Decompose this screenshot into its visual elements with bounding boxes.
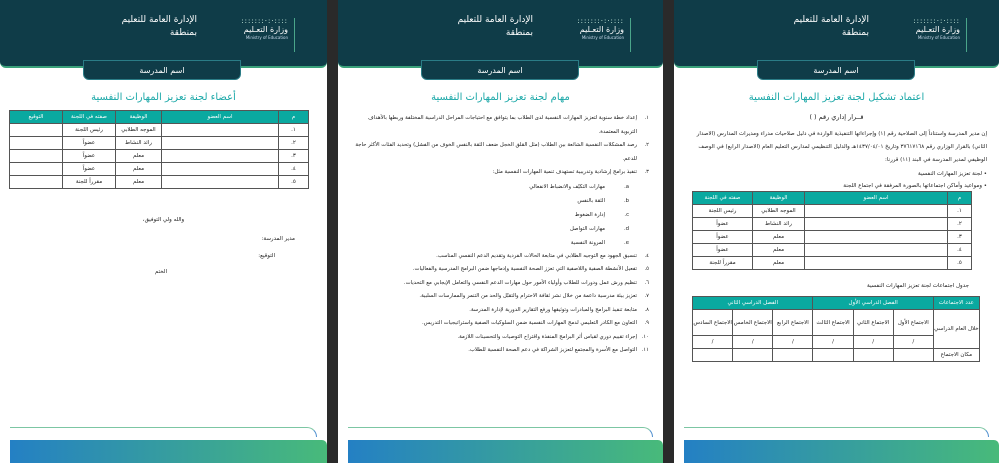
- page-title: أعضاء لجنة تعزيز المهارات النفسية: [91, 92, 236, 103]
- org-line1: الإدارة العامة للتعليم: [793, 15, 869, 25]
- table-cell: [162, 124, 279, 137]
- meeting-header: الاجتماع الثالث: [813, 310, 853, 336]
- task-number: ٧.: [644, 293, 649, 299]
- meeting-date-field: /: [813, 336, 853, 349]
- task-item: [352, 344, 649, 358]
- logo-text-en: Ministry of Education: [245, 35, 288, 40]
- task-text: تفعيل الأنشطة الصفية واللاصفية التي تعزز الصحة النفسية وإدماجها ضمن البرامج المدرسية والفعاليات.: [412, 266, 637, 272]
- bullet-text: لجنة تعزيز المهارات النفسية: [918, 171, 982, 177]
- table-cell: [805, 218, 948, 231]
- meeting-header: الاجتماع الأول: [893, 310, 933, 336]
- table-cell: الموجه الطلابي: [116, 124, 162, 137]
- page-committee-approval: [674, 0, 999, 463]
- table-cell: رائد النشاط: [753, 218, 805, 231]
- principal-label: مدير المدرسة:: [261, 236, 295, 242]
- task-item: [352, 250, 649, 264]
- column-header: اسم العضو: [162, 111, 279, 124]
- meeting-header: الاجتماع الخامس: [733, 310, 773, 336]
- column-header: الوظيفة: [116, 111, 162, 124]
- org-line2: بمنطقة: [505, 28, 533, 38]
- meeting-place-field: [733, 349, 773, 362]
- subitem-text: المرونة النفسية: [570, 239, 605, 246]
- table-cell: ٤.: [948, 244, 972, 257]
- signature-field: [10, 150, 63, 163]
- column-header: الوظيفة: [753, 192, 805, 205]
- table-cell: عضواً: [693, 231, 753, 244]
- org-line2: بمنطقة: [841, 28, 869, 38]
- table-cell: معلم: [116, 163, 162, 176]
- subitem-letter: e.: [624, 239, 629, 246]
- table-cell: مقرراً للجنة: [693, 257, 753, 270]
- column-header: م: [279, 111, 309, 124]
- footer-line: [10, 427, 317, 437]
- table-row: [10, 124, 309, 137]
- task-text: إعداد خطة سنوية لتعزيز المهارات النفسية لدى الطلاب بما يتوافق مع احتياجات المراحل الدراسية المختلفة وربطها بالأهداف التربوية المعتمدة.: [368, 115, 637, 135]
- signature-label: التوقيع:: [258, 253, 275, 259]
- org-title: [122, 14, 197, 40]
- page-header: [0, 0, 327, 68]
- bullet-text: ومواعيد وأماكن اجتماعاتها بالصورة المرفقة في اجتماع اللجنة: [843, 183, 982, 189]
- table-cell: عضواً: [63, 137, 116, 150]
- school-name-tab: اسم المدرسة: [83, 60, 241, 80]
- task-item: [352, 139, 649, 166]
- ministry-logo: :::::::·:·:::: وزارة التعـليم Ministry of Education: [887, 18, 967, 52]
- task-text: إجراء تقييم دوري لقياس أثر البرامج المنفذة واقتراح التوصيات والتحسينات اللازمة.: [457, 333, 637, 340]
- logo-text: وزارة التعـليم: [579, 25, 624, 34]
- page-header: [338, 0, 663, 68]
- logo-text-en: Ministry of Education: [581, 35, 624, 40]
- table-cell: معلم: [116, 150, 162, 163]
- task-number: ١١.: [641, 347, 649, 353]
- table-cell: مقرراً للجنة: [63, 176, 116, 189]
- subitem-text: إدارة الضغوط: [574, 211, 605, 218]
- footer-bar: [348, 440, 663, 463]
- table-cell: الموجه الطلابي: [753, 205, 805, 218]
- meeting-place-field: [693, 349, 733, 362]
- task-text: رصد المشكلات النفسية الشائعة بين الطلاب (مثل القلق الخجل ضعف الثقة بالنفس الخوف من الفشل) وتحديد الفئات الأكثر حاجة للدعم.: [355, 142, 637, 162]
- meeting-place-field: [813, 349, 853, 362]
- meeting-place-field: [773, 349, 813, 362]
- table-cell: [805, 205, 948, 218]
- column-header: صفته في اللجنة: [693, 192, 753, 205]
- school-name-tab: اسم المدرسة: [757, 60, 915, 80]
- table-cell: عضواً: [63, 150, 116, 163]
- meeting-header: الاجتماع الرابع: [773, 310, 813, 336]
- table-cell: ١.: [948, 205, 972, 218]
- subitem-letter: b.: [623, 197, 629, 204]
- tasks-list: [352, 112, 649, 358]
- subitem: [352, 236, 629, 250]
- place-label: مكان الاجتماع: [933, 349, 979, 362]
- column-header: التوقيع: [10, 111, 63, 124]
- bullet-item: • لجنة تعزيز المهارات النفسية: [918, 171, 987, 177]
- signature-field: [10, 124, 63, 137]
- org-title: [794, 14, 869, 40]
- org-line1: الإدارة العامة للتعليم: [121, 15, 197, 25]
- page-title: اعتماد تشكيل لجنة تعزيز المهارات النفسية: [748, 92, 925, 103]
- page-committee-tasks: [338, 0, 663, 463]
- table-cell: ٥.: [948, 257, 972, 270]
- page-title: مهام لجنة تعزيز المهارات النفسية: [431, 92, 570, 103]
- task-text: التعاون مع الكادر التعليمي لدمج المهارات النفسية ضمن السلوكيات الصفية واستراتيجيات التدريس.: [422, 320, 637, 326]
- table-cell: [805, 231, 948, 244]
- table-cell: ٣.: [948, 231, 972, 244]
- task-number: ٩.: [644, 320, 649, 326]
- table-cell: ٤.: [279, 163, 309, 176]
- footer-line: [684, 427, 989, 437]
- task-number: ٨.: [644, 306, 649, 313]
- closing-text: والله ولي التوفيق،: [142, 217, 185, 223]
- table-row: [693, 244, 972, 257]
- task-item: [352, 317, 649, 331]
- column-header: عدد الاجتماعات: [933, 297, 979, 310]
- table-cell: [162, 163, 279, 176]
- task-item: [352, 331, 649, 345]
- task-number: ٢.: [644, 142, 649, 148]
- table-cell: رائد النشاط: [116, 137, 162, 150]
- footer-bar: [684, 440, 999, 463]
- decree-number: قــرار إداري رقم ( ): [809, 113, 864, 121]
- logo-text: وزارة التعـليم: [243, 25, 288, 34]
- table-cell: [805, 244, 948, 257]
- decree-paragraph: إن مدير المدرسة واستناداً إلى الصلاحية رقم (١) وإجراءاتها التنفيذية الواردة في دليل صلاحيات مدراء ومديرات المدارس (الاصدار الثاني) بالقرار الوزاري رقم ٣٧٦١٧١٦٨ وتاريخ ١٤٣٧/٠٤/٠١هـ والدليل التنظيمي لمدارس التعليم العام (الاصدار الرابع) في الوصف الوظيفي لمدير المدرسة في البند (١١) قررنا:: [696, 131, 987, 163]
- task-item: [352, 304, 649, 318]
- meetings-table: [692, 296, 980, 362]
- table-cell: ٢.: [279, 137, 309, 150]
- subitem-text: الثقة بالنفس: [577, 197, 605, 204]
- table-cell: ٣.: [279, 150, 309, 163]
- task-item: [352, 166, 649, 250]
- meeting-date-field: /: [693, 336, 733, 349]
- task-text: تنسيق الجهود مع التوجيه الطلابي في متابعة الحالات الفردية وتقديم الدعم النفسي المناسب.: [436, 252, 637, 259]
- task-text: التواصل مع الأسرة والمجتمع لتعزيز الشراكة في دعم الصحة النفسية للطلاب.: [468, 347, 637, 353]
- members-table: [9, 110, 309, 189]
- table-row: [693, 218, 972, 231]
- table-cell: [805, 257, 948, 270]
- table-row: [10, 163, 309, 176]
- column-header: صفته في اللجنة: [63, 111, 116, 124]
- stamp-label: الختم: [154, 269, 167, 275]
- table-cell: [162, 176, 279, 189]
- task-item: [352, 263, 649, 277]
- column-header: م: [948, 192, 972, 205]
- table-cell: معلم: [116, 176, 162, 189]
- signature-field: [10, 176, 63, 189]
- meeting-header: الاجتماع الثاني: [853, 310, 893, 336]
- task-number: ٣.: [644, 169, 649, 175]
- signature-field: [10, 137, 63, 150]
- task-text: تنظيم ورش عمل ودورات للطلاب وأولياء الأمور حول مهارات الدعم النفسي والتعامل الإيجابي مع التحديات.: [403, 279, 637, 286]
- subitem-letter: c.: [624, 211, 629, 218]
- table-cell: [162, 137, 279, 150]
- subitem-letter: d.: [623, 225, 629, 232]
- column-header: اسم العضو: [805, 192, 948, 205]
- table-row: [693, 231, 972, 244]
- table-row: [10, 137, 309, 150]
- year-label: خلال العام الدراسي: [933, 310, 979, 349]
- members-table: [692, 191, 972, 270]
- subitem-text: مهارات التواصل: [570, 225, 605, 232]
- logo-text-en: Ministry of Education: [917, 35, 960, 40]
- table-row: [693, 205, 972, 218]
- table-row: [10, 150, 309, 163]
- table-cell: ٢.: [948, 218, 972, 231]
- subitem-letter: a.: [624, 183, 629, 190]
- task-item: [352, 277, 649, 291]
- task-number: ٦.: [644, 279, 649, 286]
- task-number: ٤.: [644, 252, 649, 259]
- table-cell: عضواً: [63, 163, 116, 176]
- table-cell: معلم: [753, 244, 805, 257]
- subitem: [352, 222, 629, 236]
- meeting-place-field: [893, 349, 933, 362]
- org-line1: الإدارة العامة للتعليم: [457, 15, 533, 25]
- table-cell: عضواً: [693, 218, 753, 231]
- task-item: [352, 112, 649, 139]
- meeting-date-field: /: [893, 336, 933, 349]
- table-cell: ٥.: [279, 176, 309, 189]
- table-cell: رئيس اللجنة: [693, 205, 753, 218]
- meeting-place-field: [853, 349, 893, 362]
- task-number: ١.: [644, 115, 649, 121]
- table-cell: ١.: [279, 124, 309, 137]
- subitems-list: [352, 180, 637, 250]
- ministry-logo: :::::::·:·:::: وزارة التعـليم Ministry of Education: [551, 18, 631, 52]
- schedule-caption: جدول اجتماعات لجنة تعزيز المهارات النفسية: [867, 283, 969, 289]
- task-text: تنفيذ برامج إرشادية وتدريبية تستهدف تنمية المهارات النفسية مثل:: [492, 169, 637, 175]
- task-text: تعزيز بيئة مدرسية داعمة من خلال نشر ثقافة الاحترام والتقبّل والحد من التنمر والممارسات السلبية.: [419, 293, 637, 299]
- subitem: [352, 194, 629, 208]
- meeting-date-field: /: [853, 336, 893, 349]
- table-cell: عضواً: [693, 244, 753, 257]
- table-row: [693, 257, 972, 270]
- footer-line: [348, 427, 653, 437]
- page-header: [674, 0, 999, 68]
- school-name-tab: اسم المدرسة: [421, 60, 579, 80]
- table-cell: معلم: [753, 257, 805, 270]
- subitem: [352, 180, 629, 194]
- bullet-item: • ومواعيد وأماكن اجتماعاتها بالصورة المرفقة في اجتماع اللجنة: [843, 183, 987, 189]
- task-number: ٥.: [644, 266, 649, 272]
- task-text: متابعة تنفيذ البرامج والمبادرات وتوثيقها ورفع التقارير الدورية لإدارة المدرسة.: [469, 306, 637, 313]
- meeting-date-field: /: [773, 336, 813, 349]
- task-number: ١٠.: [641, 333, 649, 340]
- logo-text: وزارة التعـليم: [915, 25, 960, 34]
- table-cell: [162, 150, 279, 163]
- org-line2: بمنطقة: [169, 28, 197, 38]
- table-cell: معلم: [753, 231, 805, 244]
- column-header: الفصل الدراسي الثاني: [693, 297, 813, 310]
- subitem-text: مهارات التكيّف والانضباط الانفعالي: [529, 183, 605, 190]
- subitem: [352, 208, 629, 222]
- signature-field: [10, 163, 63, 176]
- page-committee-members: [0, 0, 327, 463]
- meeting-header: الاجتماع السادس: [693, 310, 733, 336]
- footer-bar: [10, 440, 327, 463]
- meeting-date-field: /: [733, 336, 773, 349]
- table-cell: رئيس اللجنة: [63, 124, 116, 137]
- table-row: [10, 176, 309, 189]
- org-title: [458, 14, 533, 40]
- column-header: الفصل الدراسي الأول: [813, 297, 933, 310]
- ministry-logo: :::::::·:·:::: وزارة التعـليم Ministry of Education: [215, 18, 295, 52]
- task-item: [352, 290, 649, 304]
